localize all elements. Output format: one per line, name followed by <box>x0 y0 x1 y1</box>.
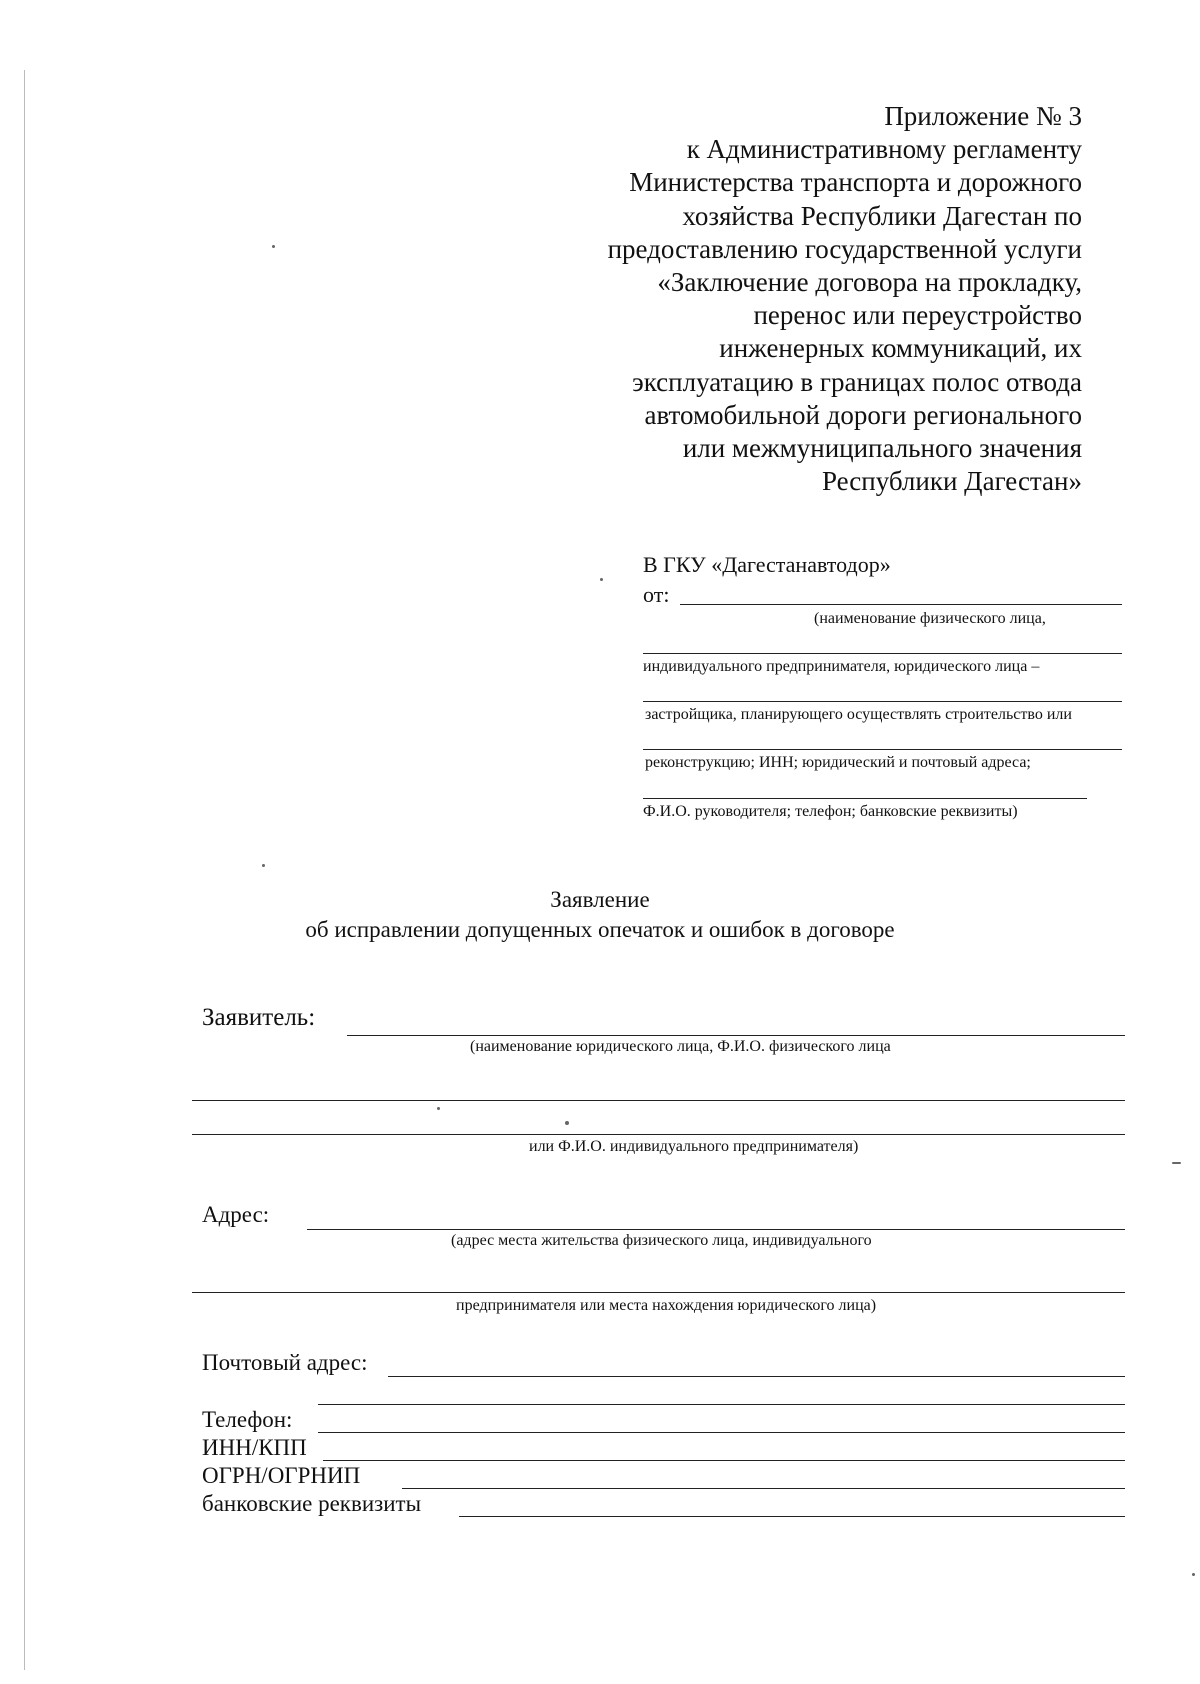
appendix-line: Республики Дагестан» <box>821 466 1082 497</box>
from-label: от: <box>643 582 670 607</box>
inn-kpp-label: ИНН/КПП <box>202 1435 307 1460</box>
applicant-caption: или Ф.И.О. индивидуального предпринимателя) <box>529 1138 859 1155</box>
addressee-field-line[interactable] <box>643 701 1122 702</box>
appendix-line: эксплуатацию в границах полос отвода <box>632 366 1082 397</box>
appendix-line: перенос или переустройство <box>753 300 1082 331</box>
appendix-line: автомобильной дороги регионального <box>644 399 1082 430</box>
scan-speck <box>437 1107 440 1110</box>
document-title <box>0 885 1200 945</box>
addressee-caption: Ф.И.О. руководителя; телефон; банковские реквизиты) <box>643 803 1018 820</box>
appendix-line: инженерных коммуникаций, их <box>719 333 1082 364</box>
appendix-line: Министерства транспорта и дорожного <box>629 167 1082 198</box>
postal-address-field-line[interactable] <box>318 1404 1125 1405</box>
document-title-line: Заявление <box>550 887 650 912</box>
scan-speck <box>1192 1573 1195 1576</box>
scan-speck <box>262 864 265 867</box>
address-label: Адрес: <box>202 1202 270 1227</box>
bank-details-field-line[interactable] <box>459 1516 1125 1517</box>
appendix-line: к Административному регламенту <box>686 134 1082 165</box>
appendix-header <box>522 100 1082 498</box>
scan-speck <box>600 578 603 581</box>
phone-label: Телефон: <box>202 1407 293 1432</box>
appendix-line: «Заключение договора на прокладку, <box>657 267 1082 298</box>
addressee-caption: реконструкцию; ИНН; юридический и почтовый адреса; <box>645 754 1031 771</box>
phone-field-line[interactable] <box>318 1432 1125 1433</box>
appendix-line: или межмуниципального значения <box>682 433 1082 464</box>
scan-margin-line <box>24 70 25 1670</box>
appendix-line: хозяйства Республики Дагестан по <box>682 200 1082 231</box>
addressee-caption: застройщика, планирующего осуществлять строительство или <box>645 706 1072 723</box>
postal-address-field-line[interactable] <box>388 1376 1125 1377</box>
applicant-field-line[interactable] <box>192 1100 1125 1101</box>
addressee-to: В ГКУ «Дагестанавтодор» <box>643 552 891 577</box>
scan-speck <box>272 245 275 248</box>
from-field-line[interactable] <box>680 604 1122 605</box>
applicant-label: Заявитель: <box>202 1004 316 1031</box>
address-caption: (адрес места жительства физического лица, индивидуального <box>451 1232 872 1249</box>
addressee-field-line[interactable] <box>643 798 1087 799</box>
address-field-line[interactable] <box>192 1292 1125 1293</box>
bank-details-label: банковские реквизиты <box>202 1491 422 1516</box>
applicant-field-line[interactable] <box>192 1134 1125 1135</box>
address-field-line[interactable] <box>307 1229 1125 1230</box>
scan-speck <box>565 1121 569 1125</box>
applicant-field-line[interactable] <box>347 1035 1125 1036</box>
appendix-line: предоставлению государственной услуги <box>607 233 1082 264</box>
ogrn-field-line[interactable] <box>402 1488 1125 1489</box>
appendix-line: Приложение № 3 <box>884 101 1082 131</box>
addressee-field-line[interactable] <box>643 749 1122 750</box>
scan-speck <box>1172 1162 1181 1164</box>
applicant-caption: (наименование юридического лица, Ф.И.О. физического лица <box>470 1038 891 1055</box>
document-subtitle: об исправлении допущенных опечаток и ошибок в договоре <box>305 917 895 942</box>
ogrn-label: ОГРН/ОГРНИП <box>202 1463 361 1488</box>
address-caption: предпринимателя или места нахождения юридического лица) <box>456 1297 877 1314</box>
addressee-caption: индивидуального предпринимателя, юридического лица – <box>643 658 1040 675</box>
addressee-caption: (наименование физического лица, <box>814 610 1046 627</box>
inn-kpp-field-line[interactable] <box>323 1460 1125 1461</box>
postal-address-label: Почтовый адрес: <box>202 1350 368 1375</box>
addressee-field-line[interactable] <box>643 653 1122 654</box>
